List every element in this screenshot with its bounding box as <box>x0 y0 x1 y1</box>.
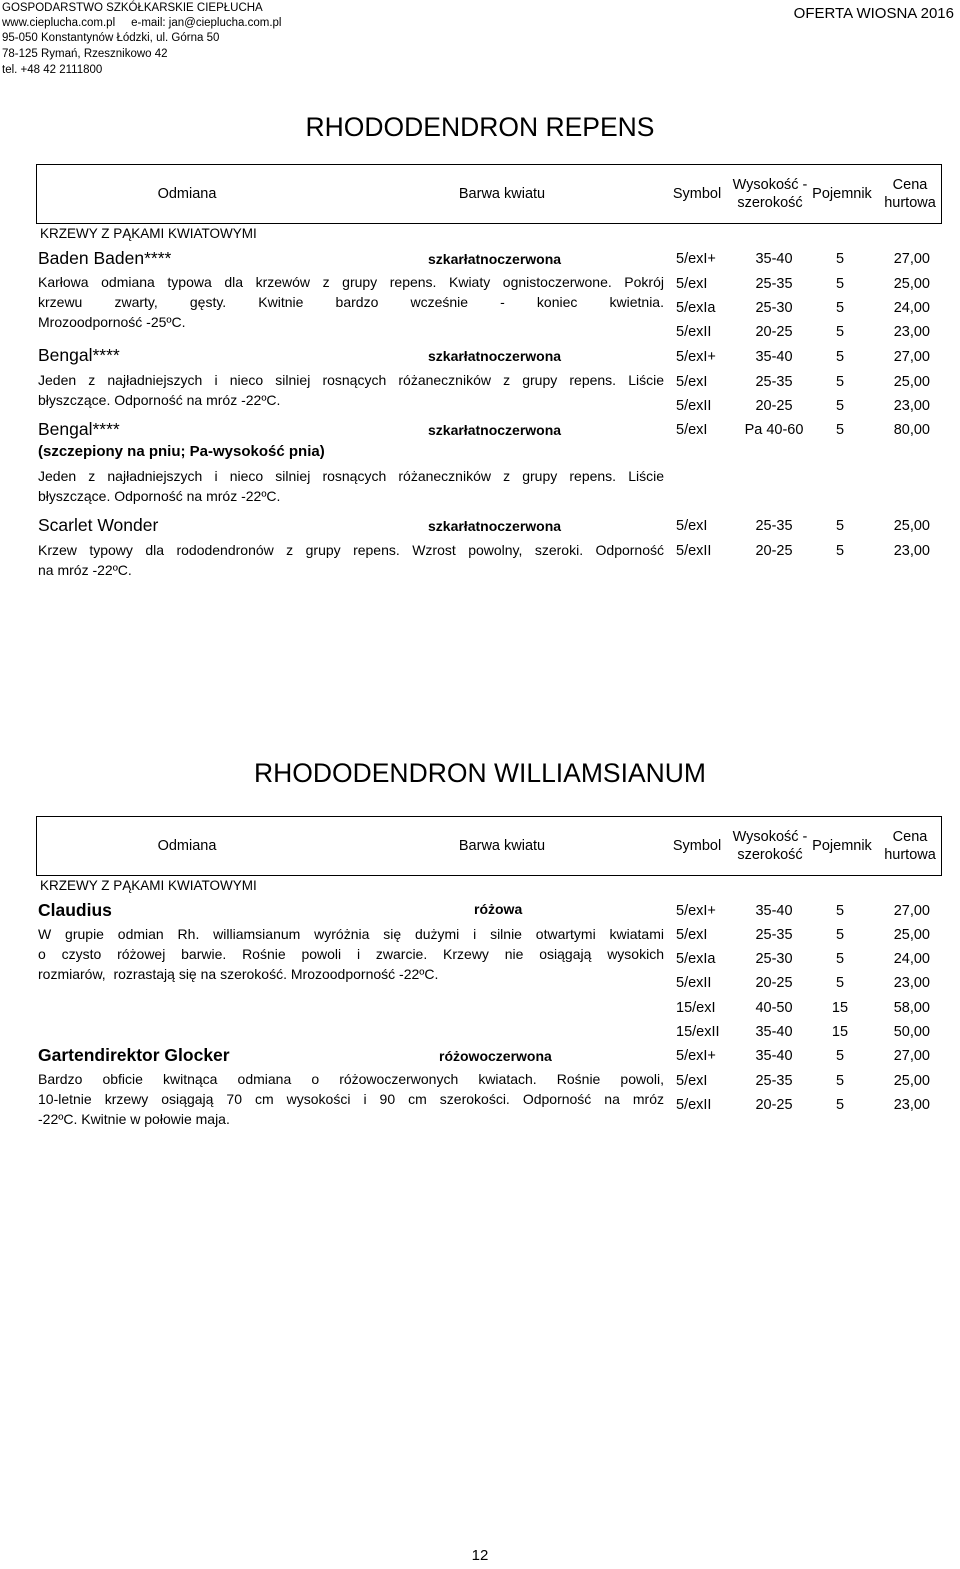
pot-cell: 5 <box>835 300 845 316</box>
description-line: -22ºC. Kwitnie w połowie maja. <box>38 1111 230 1127</box>
pot-cell: 5 <box>835 927 845 943</box>
column-header-wysokosc-line1: Wysokość - <box>732 177 808 193</box>
price-cell: 23,00 <box>893 1097 930 1113</box>
height-cell: 35-40 <box>755 903 793 919</box>
pot-cell: 5 <box>835 518 845 534</box>
column-header-cena-line2: hurtowa <box>884 195 936 211</box>
height-cell: 25-35 <box>755 927 793 943</box>
symbol-cell: 5/exII <box>676 543 712 559</box>
symbol-cell: 5/exI <box>676 374 708 390</box>
variety-description <box>38 466 664 506</box>
variety-subtitle: (szczepiony na pniu; Pa-wysokość pnia) <box>38 443 325 460</box>
description-line: 10-letnie krzewy osiągają 70 cm wysokości i 90 cm szerokości. Odporność na mróz <box>38 1091 664 1107</box>
price-cell: 25,00 <box>893 1073 930 1089</box>
symbol-cell: 5/exIa <box>676 300 716 316</box>
symbol-cell: 5/exI <box>676 276 708 292</box>
column-header-cena-line2: hurtowa <box>884 847 936 863</box>
symbol-cell: 5/exI <box>676 927 708 943</box>
company-address-1: 95-050 Konstantynów Łódzki, ul. Górna 50 <box>2 32 220 44</box>
price-cell: 50,00 <box>893 1024 930 1040</box>
price-cell: 58,00 <box>893 1000 930 1016</box>
description-line: błyszczące. Odporność na mróz -22ºC. <box>38 392 281 408</box>
variety-description <box>38 370 664 410</box>
price-cell: 27,00 <box>893 1048 930 1064</box>
category-label: KRZEWY Z PĄKAMI KWIATOWYMI <box>40 226 257 241</box>
price-cell: 25,00 <box>893 276 930 292</box>
height-cell: 25-30 <box>755 951 793 967</box>
column-header-cena-line1: Cena <box>892 829 928 845</box>
pot-cell: 5 <box>835 951 845 967</box>
price-cell: 23,00 <box>893 324 930 340</box>
company-phone: tel. +48 42 2111800 <box>2 64 103 76</box>
pot-cell: 5 <box>835 251 845 267</box>
price-cell: 24,00 <box>893 300 930 316</box>
description-line: Jeden z najładniejszych i nieco silniej rosnących różaneczników z grupy repens. Liście <box>38 372 664 388</box>
column-header-odmiana: Odmiana <box>157 186 217 202</box>
column-header-symbol: Symbol <box>672 838 722 854</box>
symbol-cell: 5/exI+ <box>676 903 716 919</box>
pot-cell: 5 <box>835 276 845 292</box>
description-line: o czysto różowej barwie. Rośnie powoli i zwarcie. Krzewy nie osiągają wysokich <box>38 946 664 962</box>
pot-cell: 15 <box>831 1000 849 1016</box>
height-cell: 25-30 <box>755 300 793 316</box>
height-cell: 20-25 <box>755 975 793 991</box>
symbol-cell: 5/exI+ <box>676 1048 716 1064</box>
price-cell: 24,00 <box>893 951 930 967</box>
table-header <box>36 164 942 224</box>
section-title: RHODODENDRON WILLIAMSIANUM <box>253 758 706 788</box>
pot-cell: 5 <box>835 543 845 559</box>
flower-color: szkarłatnoczerwona <box>428 422 562 438</box>
height-cell: 35-40 <box>755 1048 793 1064</box>
symbol-cell: 15/exI <box>676 1000 716 1016</box>
description-line: Bardzo obficie kwitnąca odmiana o różowoczerwonych kwiatach. Rośnie powoli, <box>38 1071 664 1087</box>
description-line: na mróz -22ºC. <box>38 562 132 578</box>
symbol-cell: 5/exI+ <box>676 251 716 267</box>
price-cell: 25,00 <box>893 927 930 943</box>
variety-name: Claudius <box>38 900 112 920</box>
variety-description <box>38 272 664 332</box>
column-header-cena <box>875 817 945 875</box>
variety-description <box>38 1069 664 1129</box>
flower-color: różowa <box>474 901 523 917</box>
column-header-wysokosc-line2: szerokość <box>737 195 803 211</box>
height-cell: 20-25 <box>755 398 793 414</box>
pot-cell: 5 <box>835 349 845 365</box>
pot-cell: 5 <box>835 903 845 919</box>
pot-cell: 5 <box>835 324 845 340</box>
symbol-cell: 5/exI <box>676 422 708 438</box>
page-number: 12 <box>471 1547 489 1564</box>
section-title: RHODODENDRON REPENS <box>305 112 655 142</box>
variety-name: Bengal**** <box>38 419 120 439</box>
price-cell: 80,00 <box>893 422 930 438</box>
column-header-barwa: Barwa kwiatu <box>458 186 546 202</box>
column-header-pojemnik: Pojemnik <box>812 838 872 854</box>
description-line: rozmiarów, rozrastają się na szerokość. Mrozoodporność -22ºC. <box>38 966 439 982</box>
table-header <box>36 816 942 876</box>
height-cell: 40-50 <box>755 1000 793 1016</box>
description-line: Mrozoodporność -25ºC. <box>38 314 186 330</box>
pot-cell: 5 <box>835 1097 845 1113</box>
symbol-cell: 5/exI <box>676 518 708 534</box>
flower-color: szkarłatnoczerwona <box>428 348 562 364</box>
category-label: KRZEWY Z PĄKAMI KWIATOWYMI <box>40 878 257 893</box>
pot-cell: 5 <box>835 1048 845 1064</box>
company-name: GOSPODARSTWO SZKÓŁKARSKIE CIEPŁUCHA <box>2 2 263 14</box>
price-cell: 25,00 <box>893 518 930 534</box>
symbol-cell: 5/exII <box>676 324 712 340</box>
symbol-cell: 5/exII <box>676 398 712 414</box>
column-header-cena-line1: Cena <box>892 177 928 193</box>
variety-name: Bengal**** <box>38 345 120 365</box>
height-cell: Pa 40-60 <box>744 422 804 438</box>
company-web-email: www.cieplucha.com.pl e-mail: jan@cieplucha.com.pl <box>2 17 282 29</box>
description-line: Karłowa odmiana typowa dla krzewów z grupy repens. Kwiaty ognistoczerwone. Pokrój <box>38 274 664 290</box>
symbol-cell: 15/exII <box>676 1024 720 1040</box>
description-line: błyszczące. Odporność na mróz -22ºC. <box>38 488 281 504</box>
column-header-cena <box>875 165 945 223</box>
price-cell: 23,00 <box>893 975 930 991</box>
flower-color: szkarłatnoczerwona <box>428 518 562 534</box>
flower-color: różowoczerwona <box>439 1048 552 1064</box>
height-cell: 25-35 <box>755 276 793 292</box>
height-cell: 35-40 <box>755 251 793 267</box>
price-cell: 25,00 <box>893 374 930 390</box>
offer-season: OFERTA WIOSNA 2016 <box>793 5 954 22</box>
pot-cell: 15 <box>831 1024 849 1040</box>
height-cell: 25-35 <box>755 1073 793 1089</box>
height-cell: 25-35 <box>755 374 793 390</box>
company-address-2: 78-125 Rymań, Rzesznikowo 42 <box>2 48 168 60</box>
pot-cell: 5 <box>835 975 845 991</box>
symbol-cell: 5/exIa <box>676 951 716 967</box>
variety-name: Baden Baden**** <box>38 248 172 268</box>
symbol-cell: 5/exII <box>676 1097 712 1113</box>
price-cell: 23,00 <box>893 543 930 559</box>
flower-color: szkarłatnoczerwona <box>428 251 562 267</box>
variety-name: Gartendirektor Glocker <box>38 1045 230 1065</box>
column-header-wysokosc <box>725 165 815 223</box>
symbol-cell: 5/exI <box>676 1073 708 1089</box>
height-cell: 20-25 <box>755 324 793 340</box>
height-cell: 35-40 <box>755 1024 793 1040</box>
description-line: W grupie odmian Rh. williamsianum wyróżnia się dużymi i silnie otwartymi kwiatami <box>38 926 664 942</box>
variety-description <box>38 540 664 580</box>
height-cell: 35-40 <box>755 349 793 365</box>
price-cell: 27,00 <box>893 349 930 365</box>
symbol-cell: 5/exII <box>676 975 712 991</box>
price-cell: 23,00 <box>893 398 930 414</box>
description-line: Jeden z najładniejszych i nieco silniej rosnących różaneczników z grupy repens. Liście <box>38 468 664 484</box>
column-header-odmiana: Odmiana <box>157 838 217 854</box>
height-cell: 25-35 <box>755 518 793 534</box>
height-cell: 20-25 <box>755 543 793 559</box>
pot-cell: 5 <box>835 374 845 390</box>
column-header-symbol: Symbol <box>672 186 722 202</box>
column-header-wysokosc-line2: szerokość <box>737 847 803 863</box>
price-cell: 27,00 <box>893 251 930 267</box>
column-header-pojemnik: Pojemnik <box>812 186 872 202</box>
pot-cell: 5 <box>835 422 845 438</box>
pot-cell: 5 <box>835 1073 845 1089</box>
column-header-wysokosc-line1: Wysokość - <box>732 829 808 845</box>
pot-cell: 5 <box>835 398 845 414</box>
description-line: Krzew typowy dla rododendronów z grupy repens. Wzrost powolny, szeroki. Odporność <box>38 542 664 558</box>
description-line: krzewu zwarty, gęsty. Kwitnie bardzo wcześnie - koniec kwietnia. <box>38 294 664 310</box>
price-cell: 27,00 <box>893 903 930 919</box>
height-cell: 20-25 <box>755 1097 793 1113</box>
variety-name: Scarlet Wonder <box>38 515 159 535</box>
column-header-barwa: Barwa kwiatu <box>458 838 546 854</box>
column-header-wysokosc <box>725 817 815 875</box>
symbol-cell: 5/exI+ <box>676 349 716 365</box>
variety-description <box>38 924 664 984</box>
